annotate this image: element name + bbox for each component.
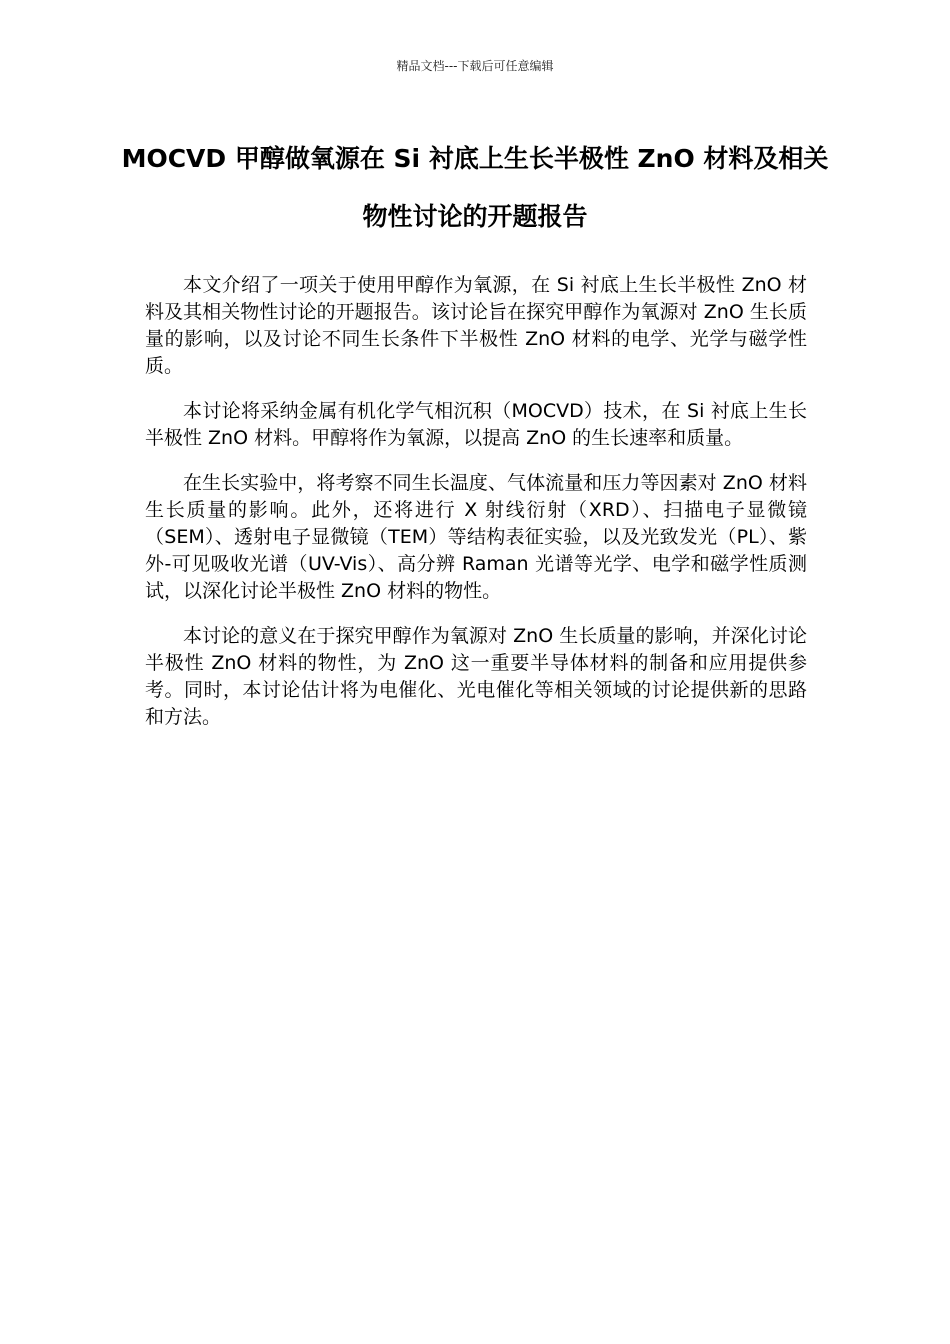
paragraph-2: 本讨论将采纳金属有机化学气相沉积（MOCVD）技术，在 Si 衬底上生长半极性 ZnO 材料。甲醇将作为氧源，以提高 ZnO 的生长速率和质量。 xyxy=(145,400,807,449)
paragraph-4: 本讨论的意义在于探究甲醇作为氧源对 ZnO 生长质量的影响，并深化讨论半极性 ZnO 材料的物性，为 ZnO 这一重要半导体材料的制备和应用提供参考。同时，本讨论估计将为电催化、光电催化等相关领域的讨论提供新的思路和方法。 xyxy=(145,625,807,728)
document-body xyxy=(145,272,807,749)
document-title: MOCVD 甲醇做氧源在 Si 衬底上生长半极性 ZnO 材料及相关物性讨论的开题报告 xyxy=(121,144,829,231)
paragraph-1: 本文介绍了一项关于使用甲醇作为氧源，在 Si 衬底上生长半极性 ZnO 材料及其相关物性讨论的开题报告。该讨论旨在探究甲醇作为氧源对 ZnO 生长质量的影响，以及讨论不同生长条件下半极性 ZnO 材料的电学、光学与磁学性质。 xyxy=(145,274,807,377)
paragraph-3: 在生长实验中，将考察不同生长温度、气体流量和压力等因素对 ZnO 材料生长质量的影响。此外，还将进行 X 射线衍射（XRD）、扫描电子显微镜（SEM）、透射电子显微镜（TEM）等结构表征实验，以及光致发光（PL）、紫外-可见吸收光谱（UV-Vis）、高分辨 Raman 光谱等光学、电学和磁学性质测试，以深化讨论半极性 ZnO 材料的物性。 xyxy=(145,472,807,602)
page-header: 精品文档---下载后可任意编辑 xyxy=(396,59,554,73)
